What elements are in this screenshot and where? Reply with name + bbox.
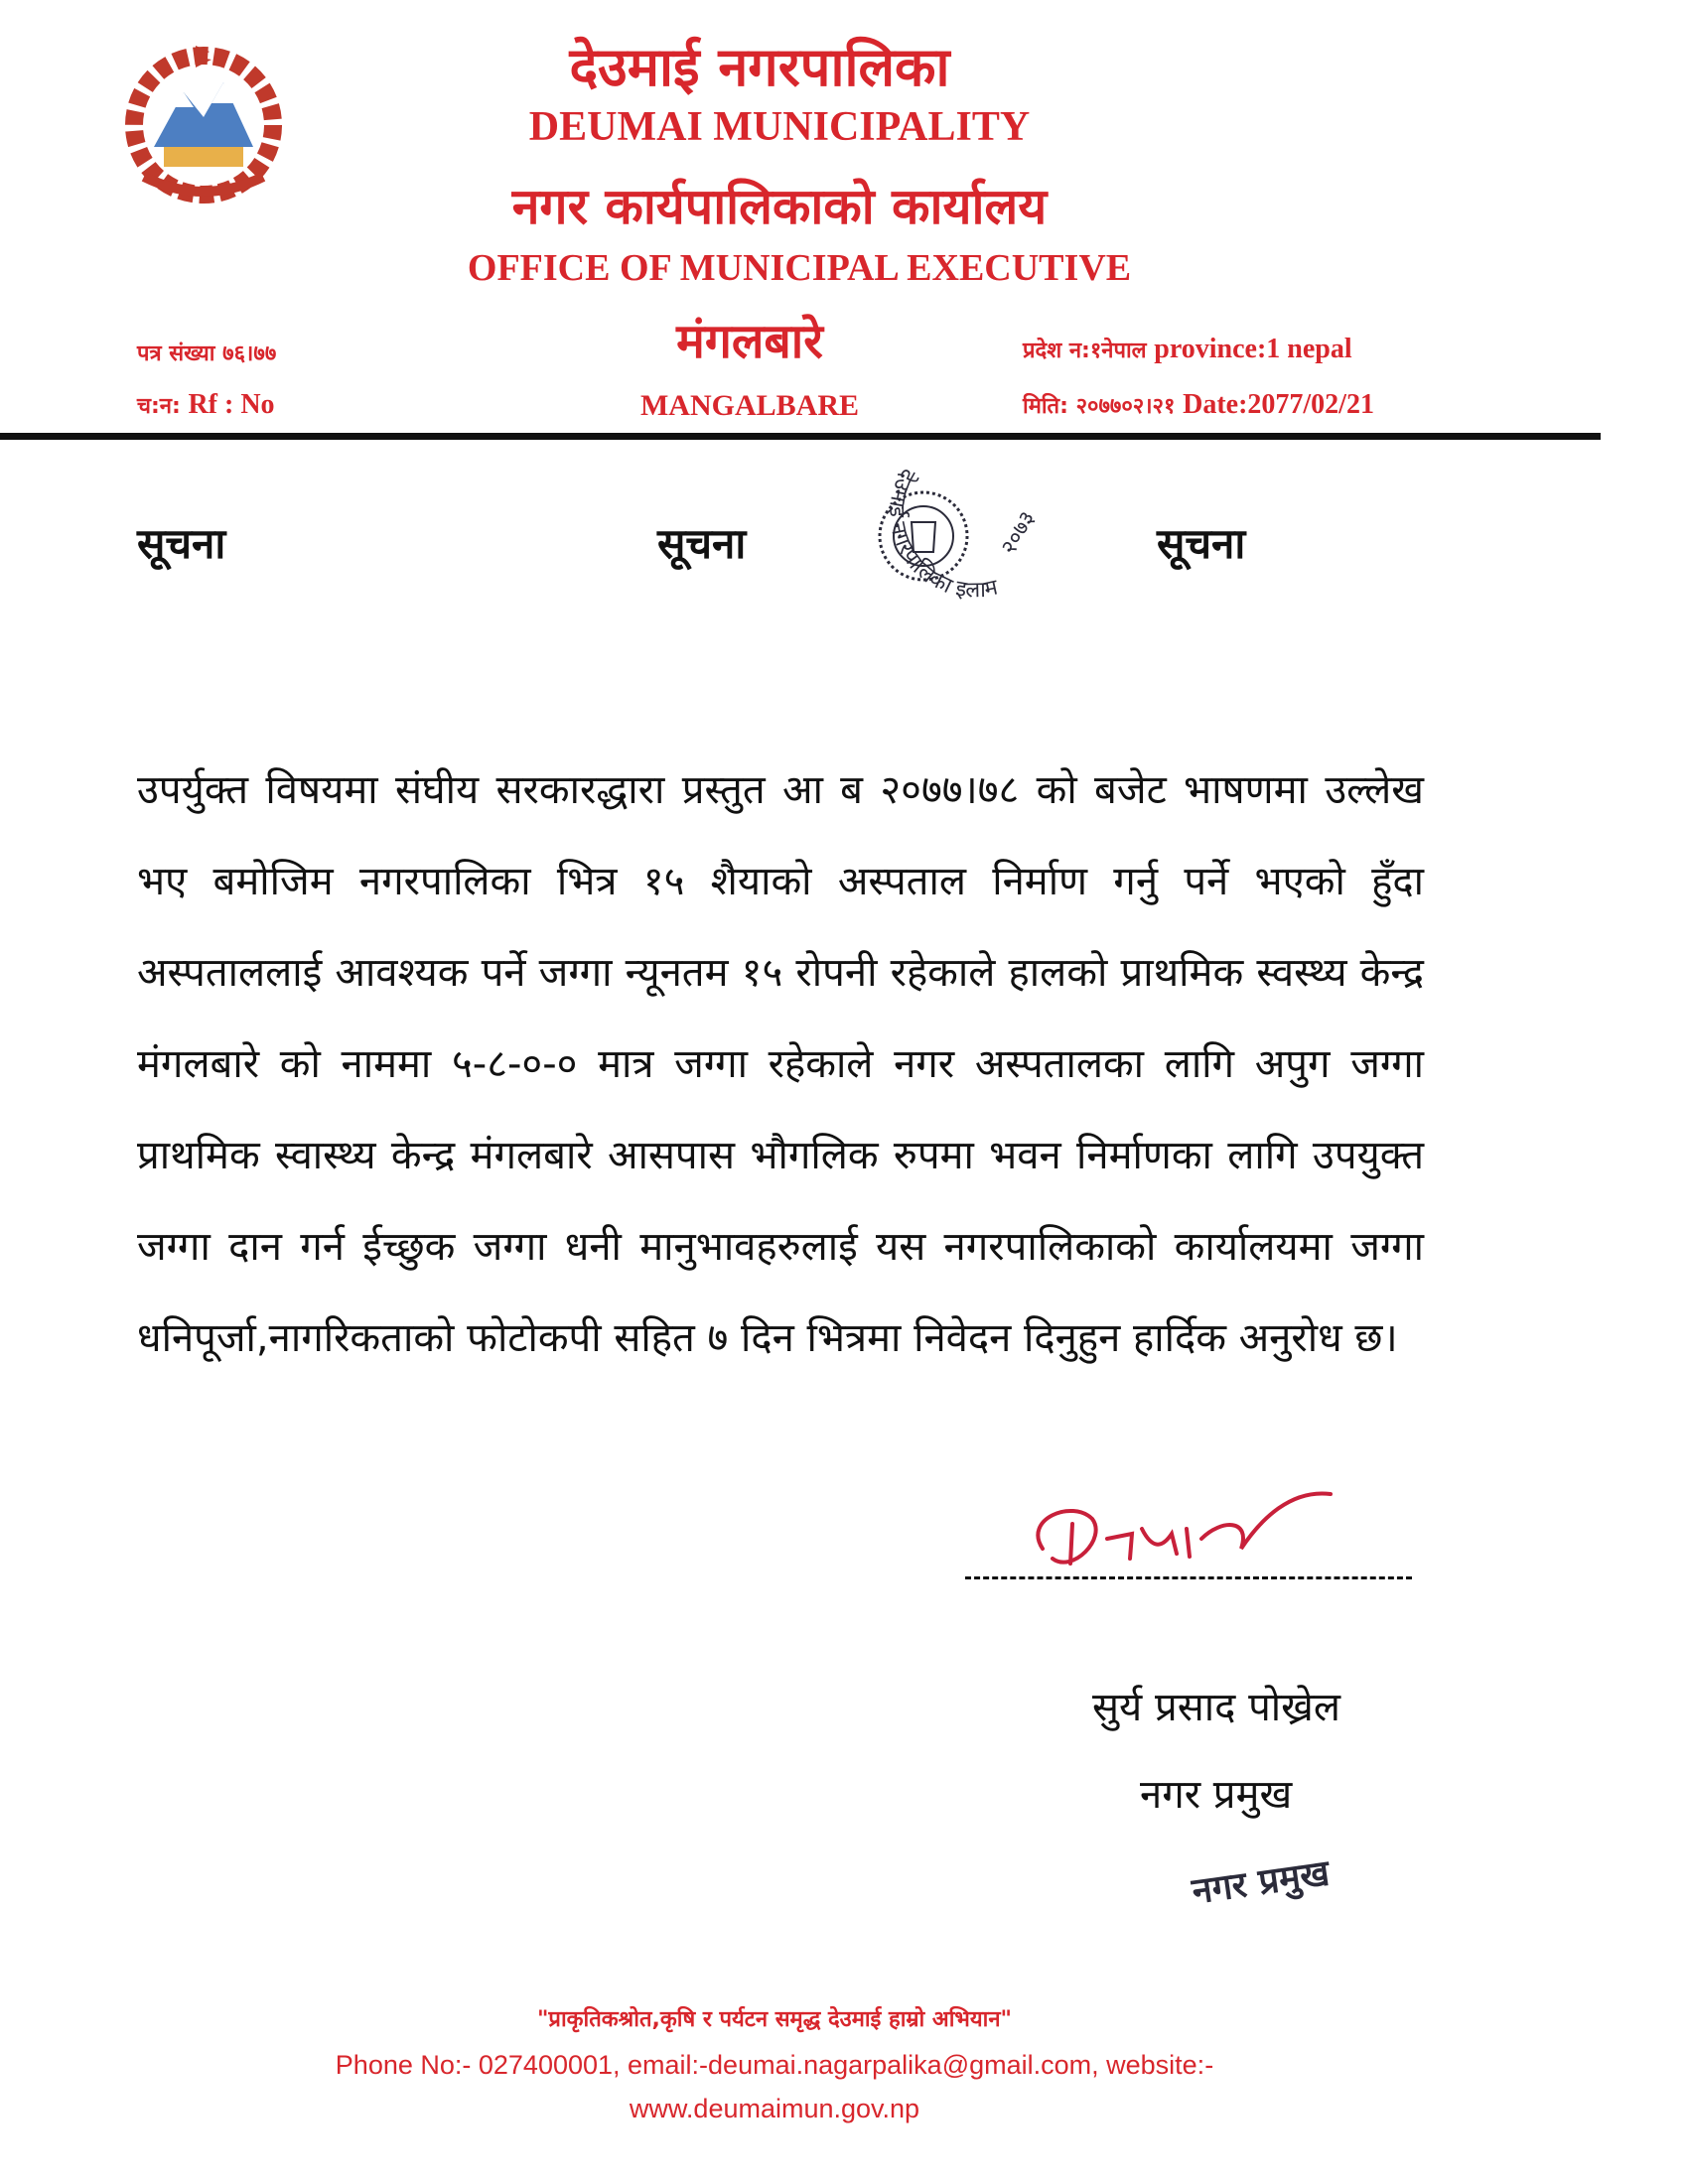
seal-text-path: देउमाई नगरपालिका इलाम	[884, 463, 1001, 604]
notice-heading-center: सूचना	[657, 519, 747, 568]
footer-website: www.deumaimun.gov.np	[629, 2094, 920, 2123]
notice-heading-left: सूचना	[137, 519, 226, 568]
date-english: Date:2077/02/21	[1183, 389, 1374, 420]
office-name-english: OFFICE OF MUNICIPAL EXECUTIVE	[467, 247, 1132, 289]
signer-title: नगर प्रमुख	[1140, 1772, 1293, 1818]
footer-contact-line1: Phone No:- 027400001, email:-deumai.nagarpalika@gmail.com, website:-	[335, 2050, 1214, 2080]
notice-heading-right: सूचना	[1157, 519, 1246, 568]
handwritten-signature	[1013, 1479, 1390, 1598]
signer-name: सुर्य प्रसाद पोख्रेल	[1092, 1685, 1341, 1730]
letter-number-value: ७६।७७	[222, 341, 277, 366]
office-seal-stamp	[864, 427, 1072, 625]
date-label: मिति:	[1023, 394, 1068, 419]
footer-motto: "प्राकृतिकश्रोत,कृषि र पर्यटन समृद्ध देउमाई हाम्रो अभियान"	[536, 2007, 1013, 2032]
chalani-number	[137, 389, 275, 421]
place-name-nepali: मंगलबारे	[676, 314, 823, 369]
letter-number	[137, 338, 276, 367]
municipality-name-english: DEUMAI MUNICIPALITY	[528, 104, 1031, 150]
signature-line	[965, 1576, 1412, 1579]
province-nepali: प्रदेश न:१नेपाल	[1023, 339, 1147, 363]
letter-date	[1023, 389, 1374, 421]
date-nepali: २०७७०२।२१	[1075, 394, 1176, 419]
chalani-label: च:न:	[137, 394, 181, 419]
title-rubber-stamp: नगर प्रमुख	[1190, 1852, 1333, 1913]
seal-year: २०७३	[996, 506, 1042, 559]
office-name-nepali: नगर कार्यपालिकाको कार्यालय	[511, 178, 1048, 235]
header-divider	[0, 433, 1601, 440]
seal-circular-text	[884, 464, 1001, 604]
notice-body: उपर्युक्त विषयमा संघीय सरकारद्धारा प्रस्तुत आ ब २०७७।७८ को बजेट भाषणमा उल्लेख भए बमोजिम नगरपालिका भित्र १५ शैयाको अस्पताल निर्माण गर्नु पर्ने भएको हुँदा अस्पताललाई आवश्यक पर्ने जग्गा न्यूनतम १५ रोपनी रहेकाले हालको प्राथमिक स्वस्थ्य केन्द्र मंगलबारे को नाममा ५-८-०-० मात्र जग्गा रहेकाले नगर अस्पतालका लागि अपुग जग्गा प्राथमिक स्वास्थ्य केन्द्र मंगलबारे आसपास भौगलिक रुपमा भवन निर्माणका लागि उपयुक्त जग्गा दान गर्न ईच्छुक जग्गा धनी मानुभावहरुलाई यस नगरपालिकाको कार्यालयमा जग्गा धनिपूर्जा,नागरिकताको फोटोकपी सहित ७ दिन भित्रमा निवेदन दिनुहुन हार्दिक अनुरोध छ।	[137, 767, 1424, 1361]
footer-contact	[0, 2043, 1549, 2130]
municipality-name-nepali: देउमाई नगरपालिका	[569, 36, 950, 98]
province	[1023, 334, 1352, 365]
chalani-value: Rf : No	[188, 389, 275, 420]
province-english: province:1 nepal	[1154, 334, 1352, 364]
place-name-english: MANGALBARE	[639, 389, 859, 422]
letter-number-label: पत्र संख्या	[137, 341, 215, 366]
